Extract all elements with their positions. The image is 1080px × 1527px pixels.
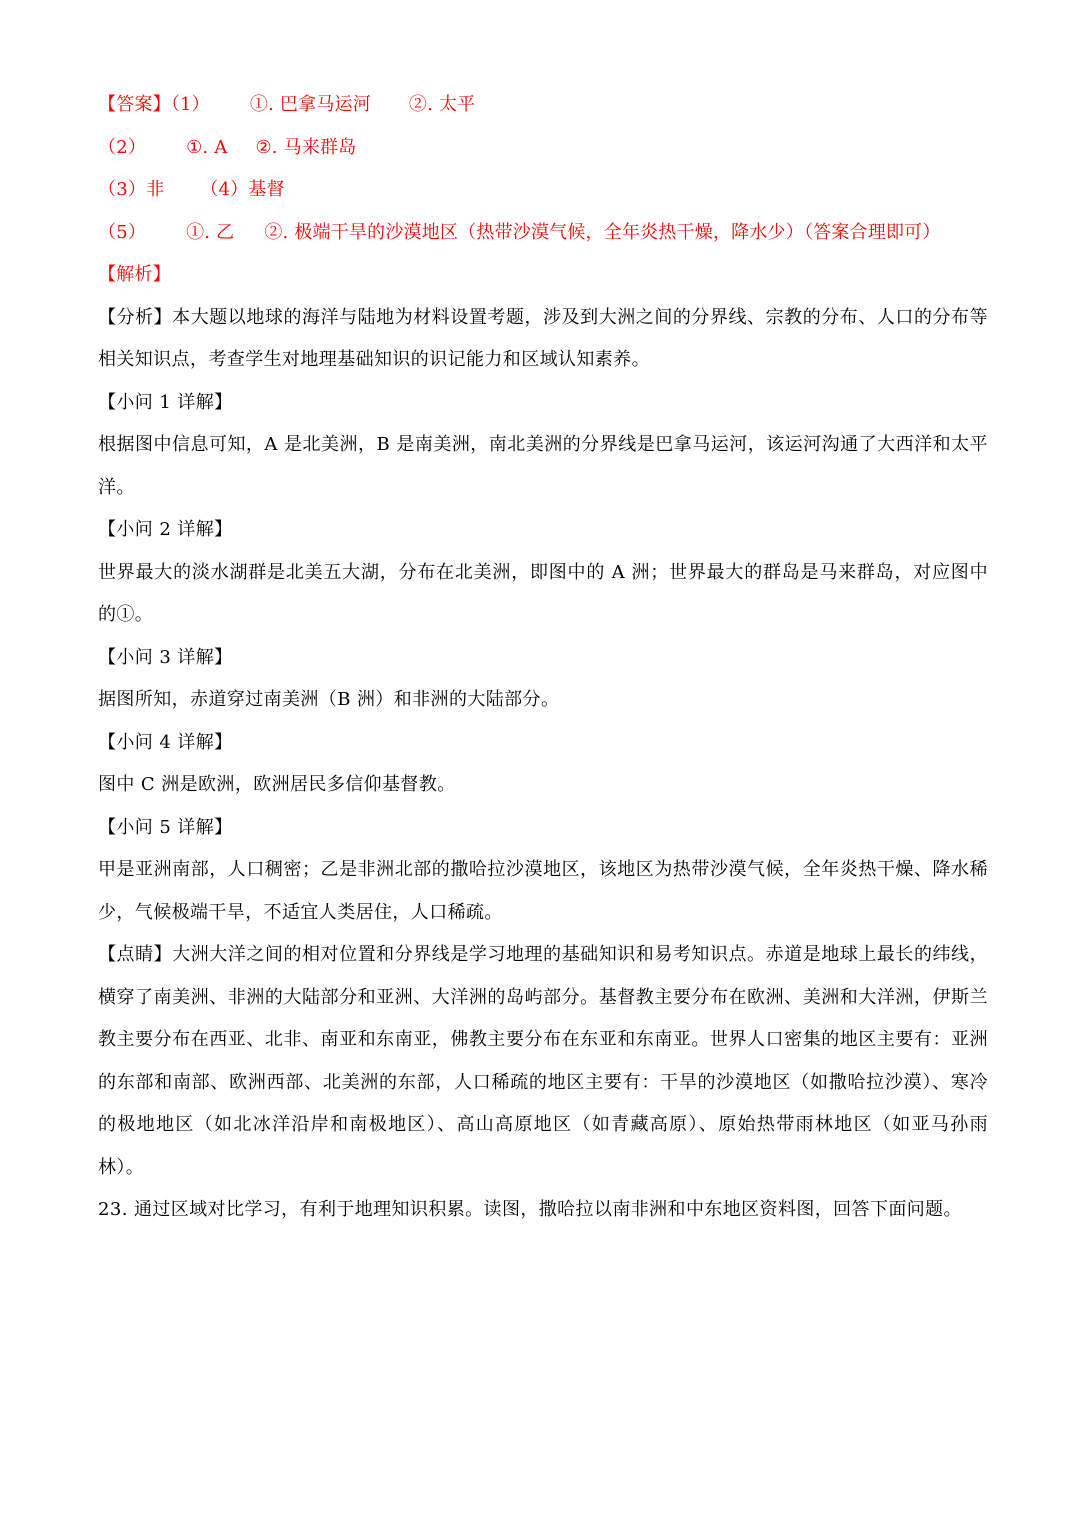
detail-2-text: 世界最大的淡水湖群是北美五大湖，分布在北美洲，即图中的 A 洲；世界最大的群岛是马来群岛，对应图中的①。	[98, 561, 988, 625]
detail-1-heading: 【小问 1 详解】	[98, 391, 233, 413]
detail-3-heading: 【小问 3 详解】	[98, 646, 233, 668]
detail-1-text: 根据图中信息可知，A 是北美洲，B 是南美洲，南北美洲的分界线是巴拿马运河，该运河沟通了大西洋和太平洋。	[98, 434, 988, 498]
comment-block	[98, 934, 988, 1189]
answer-q2-part-a: ①. A	[186, 136, 228, 158]
detail-5-heading: 【小问 5 详解】	[98, 816, 233, 838]
answer-line-3	[98, 169, 988, 212]
detail-5-block	[98, 807, 988, 935]
analysis-overview: 【分析】本大题以地球的海洋与陆地为材料设置考题，涉及到大洲之间的分界线、宗教的分布、人口的分布等相关知识点，考查学生对地理基础知识的识记能力和区域认知素养。	[98, 306, 988, 370]
next-question-text: 23. 通过区域对比学习，有利于地理知识积累。读图，撒哈拉以南非洲和中东地区资料图，回答下面问题。	[98, 1199, 962, 1220]
answer-q3-text: 非	[146, 179, 165, 200]
answer-q2-number: （2）	[98, 136, 147, 158]
answer-q5-number: （5）	[98, 221, 147, 243]
answer-line-1	[98, 84, 988, 127]
answer-q3-number: （3）	[98, 179, 147, 200]
detail-1-block	[98, 382, 988, 510]
answer-line-4	[98, 212, 988, 255]
detail-2-block	[98, 509, 988, 637]
answer-line-2	[98, 127, 988, 170]
answer-q1-part-a: ①. 巴拿马运河	[249, 94, 371, 115]
analysis-label: 【解析】	[98, 264, 171, 285]
answer-q1-part-b: ②. 太平	[408, 94, 476, 115]
comment-text: 【点睛】大洲大洋之间的相对位置和分界线是学习地理的基础知识和易考知识点。赤道是地球上最长的纬线，横穿了南美洲、非洲的大陆部分和亚洲、大洋洲的岛屿部分。基督教主要分布在欧洲、美洲和大洋洲，伊斯兰教主要分布在西亚、北非、南亚和东南亚，佛教主要分布在东亚和东南亚。世界人口密集的地区主要有：亚洲的东部和南部、欧洲西部、北美洲的东部，人口稀疏的地区主要有：干旱的沙漠地区（如撒哈拉沙漠）、寒冷的极地地区（如北冰洋沿岸和南极地区）、高山高原地区（如青藏高原）、原始热带雨林地区（如亚马孙雨林）。	[98, 944, 988, 1178]
next-question-block	[98, 1189, 988, 1232]
analysis-overview-block	[98, 297, 988, 382]
detail-3-text: 据图所知，赤道穿过南美洲（B 洲）和非洲的大陆部分。	[98, 689, 560, 710]
detail-4-heading: 【小问 4 详解】	[98, 731, 233, 753]
answer-q5-part-a: ①. 乙	[186, 221, 235, 243]
detail-5-text: 甲是亚洲南部，人口稠密；乙是非洲北部的撒哈拉沙漠地区，该地区为热带沙漠气候，全年炎热干燥、降水稀少，气候极端干旱，不适宜人类居住，人口稀疏。	[98, 859, 988, 923]
detail-4-text: 图中 C 洲是欧洲，欧洲居民多信仰基督教。	[98, 774, 456, 795]
answer-q4-number: （4）	[200, 179, 249, 200]
answer-q1-number: （1）	[170, 94, 210, 115]
detail-4-block	[98, 722, 988, 807]
document-page	[98, 84, 988, 1232]
answer-q4-text: 基督	[248, 179, 285, 200]
detail-2-heading: 【小问 2 详解】	[98, 519, 233, 540]
detail-3-block	[98, 637, 988, 722]
answer-label: 【答案】	[98, 94, 171, 115]
answer-q2-part-b: ②. 马来群岛	[255, 136, 357, 158]
answer-q5-part-b: ②. 极端干旱的沙漠地区（热带沙漠气候，全年炎热干燥，降水少）（答案合理即可）	[264, 221, 941, 243]
